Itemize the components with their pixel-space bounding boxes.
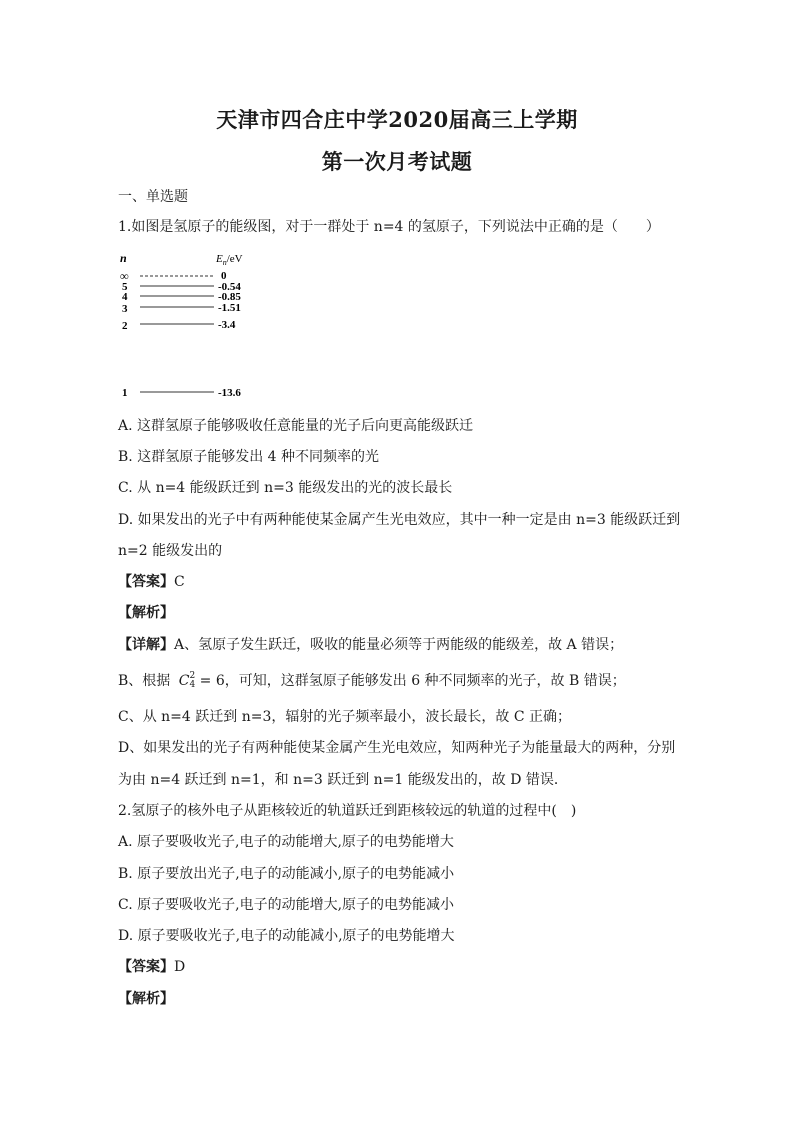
combination-formula: C 2 4 [178,671,196,690]
q2-answer-value: D [174,959,186,975]
q1-detail-d-line-2: 为由 n=4 跃迁到 n=1，和 n=3 跃迁到 n=1 能级发出的，故 D 错误． [118,772,568,788]
q1-stem: 1.如图是氢原子的能级图，对于一群处于 n=4 的氢原子，下列说法中正确的是（ ） [118,219,660,235]
q1-option-a: A. 这群氢原子能够吸收任意能量的光子后向更高能级跃迁 [118,418,474,434]
q1-detail-label: 【详解】 [118,637,174,653]
q2-option-a: A. 原子要吸收光子,电子的动能增大,原子的电势能增大 [118,834,454,850]
q1-detail-d-line-1: D、如果发出的光子有两种能使某金属产生光电效应，知两种光子为能量最大的两种，分别 [118,740,676,756]
q1-answer-value: C [174,574,185,590]
level-n-5: 5 [122,281,128,293]
q2-answer-label: 【答案】 [118,959,174,975]
n-axis-label: n [120,251,127,265]
title-line-2: 第一次月考试题 [321,149,473,174]
q1-answer-label: 【答案】 [118,574,174,590]
level-n-2: 2 [122,320,128,332]
q2-analysis-label: 【解析】 [118,991,174,1007]
q1-option-d-line-2: n=2 能级发出的 [118,543,223,559]
q1-detail-a-text: A、氢原子发生跃迁，吸收的能量必须等于两能级的能级差，故 A 错误； [174,637,624,653]
q1-detail-a [118,634,623,654]
level-n-4: 4 [122,291,128,303]
level-e-1: -13.6 [218,387,241,399]
q2-option-c: C. 原子要吸收光子,电子的动能增大,原子的电势能减小 [118,897,455,913]
level-n-1: 1 [122,387,128,399]
level-e-3: -1.51 [218,302,241,314]
q1-option-d-line-1: D. 如果发出的光子中有两种能使某金属产生光电效应，其中一种一定是由 n=3 能级跃迁到 [118,512,681,528]
q1-option-b: B. 这群氢原子能够发出 4 种不同频率的光 [118,449,379,465]
level-e-inf: 0 [221,270,227,282]
level-n-3: 3 [122,303,128,315]
level-e-2: -3.4 [218,319,236,331]
q1-option-c: C. 从 n=4 能级跃迁到 n=3 能级发出的光的波长最长 [118,480,453,496]
q1-detail-b-post: ，可知，这群氢原子能够发出 6 种不同频率的光子，故 B 错误； [224,673,626,689]
energy-level-diagram [118,248,278,408]
q2-option-d: D. 原子要吸收光子,电子的动能减小,原子的电势能增大 [118,928,455,944]
level-e-4: -0.85 [218,291,241,303]
level-e-5: -0.54 [218,281,241,293]
q1-answer [118,571,185,591]
title-line-1: 天津市四合庄中学2020届高三上学期 [216,107,578,132]
level-n-inf: ∞ [120,269,129,283]
section-heading: 一、单选题 [118,189,188,205]
energy-axis-label: $E_n/eV$ [216,253,243,267]
q1-detail-c: C、从 n=4 跃迁到 n=3，辐射的光子频率最小，波长最长，故 C 正确； [118,709,571,725]
q2-stem: 2.氢原子的核外电子从距核较近的轨道跃迁到距核较远的轨道的过程中( ) [118,803,577,819]
q1-detail-b [118,670,626,690]
q2-answer [118,956,185,976]
formula-result: = 6 [199,673,225,689]
q1-detail-b-pre: B、根据 [118,673,171,689]
q2-option-b: B. 原子要放出光子,电子的动能减小,原子的电势能减小 [118,866,455,882]
q1-analysis-label: 【解析】 [118,605,174,621]
